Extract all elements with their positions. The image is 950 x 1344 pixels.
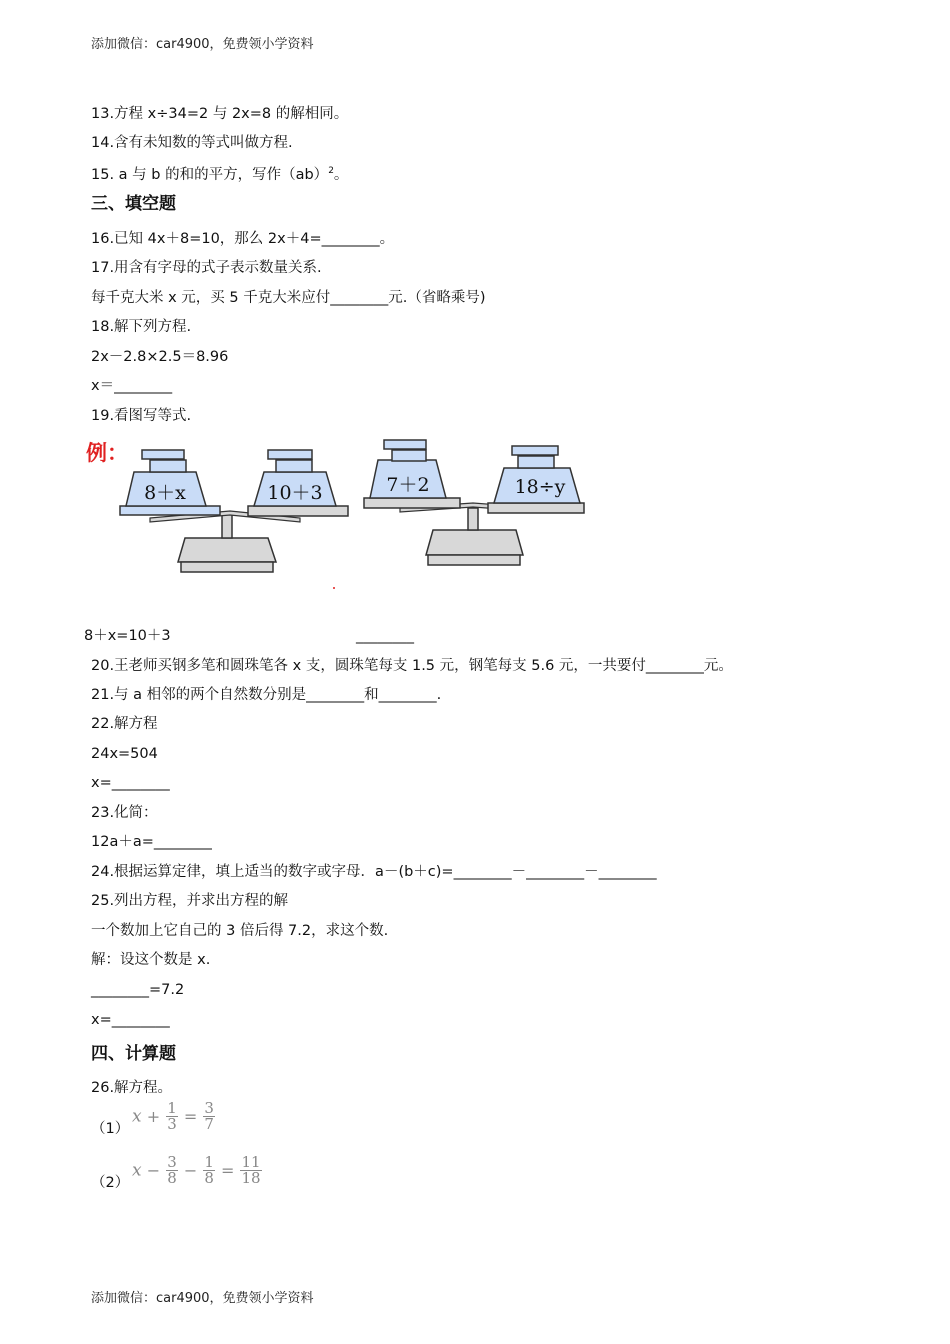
question-25-solution: 解：设这个数是 x. (91, 952, 211, 968)
question-17-text: 每千克大米 x 元，买 5 千克大米应付________元.（省略乘号) (91, 290, 486, 306)
eq1-operator: + (146, 1107, 161, 1126)
eq1-variable: x (132, 1106, 142, 1127)
q15-end: 。 (333, 166, 349, 183)
section-3-title: 三、填空题 (91, 194, 176, 214)
page-footer: 添加微信：car4900，免费领小学资料 (91, 1291, 314, 1306)
right-balance-scale (364, 440, 584, 565)
q26-part1-label: （1） (91, 1121, 130, 1137)
q26-part2-label: （2） (91, 1175, 130, 1191)
question-19: 19.看图写等式. (91, 408, 192, 424)
example-mark: 例： (86, 440, 128, 465)
question-26: 26.解方程。 (91, 1080, 173, 1096)
question-23-expression: 12a＋a=________ (91, 834, 212, 850)
question-25: 25.列出方程，并求出方程的解 (91, 893, 289, 909)
question-16: 16.已知 4x＋8=10，那么 2x＋4=________。 (91, 231, 395, 247)
question-25-equation: ________=7.2 (91, 982, 185, 998)
left-balance-scale (120, 450, 348, 572)
q26-equation-1 (132, 1101, 216, 1132)
question-25-answer: x=________ (91, 1012, 170, 1028)
eq2-fraction-1: $\frac{3}{8}$ (167, 1153, 177, 1187)
eq2-variable: x (132, 1160, 142, 1181)
question-13: 13.方程 x÷34=2 与 2x=8 的解相同。 (91, 106, 349, 122)
eq2-operator-2: − (183, 1161, 198, 1180)
q15-text: 15. a 与 b 的和的平方，写作（ab） (91, 166, 329, 183)
eq1-fraction-2: $\frac{3}{7}$ (204, 1099, 214, 1133)
right-scale-right-pan-label: 18÷y (514, 476, 566, 498)
balance-scales-figure (0, 410, 950, 595)
eq1-equals: = (183, 1107, 198, 1126)
question-14: 14.含有未知数的等式叫做方程. (91, 135, 293, 151)
question-19-blank: ________ (356, 628, 414, 644)
question-18: 18.解下列方程. (91, 319, 192, 335)
example-answer: 8＋x=10＋3 (84, 628, 171, 644)
eq1-fraction-1: $\frac{1}{3}$ (167, 1099, 177, 1133)
question-21: 21.与 a 相邻的两个自然数分别是________和________. (91, 687, 442, 703)
q15-superscript: 2 (328, 166, 334, 176)
eq2-operator-1: − (146, 1161, 161, 1180)
question-20: 20.王老师买钢多笔和圆珠笔各 x 支，圆珠笔每支 1.5 元，钢笔每支 5.6 元，一共要付________元。 (91, 658, 733, 674)
q26-equation-2 (132, 1155, 263, 1186)
question-22: 22.解方程 (91, 716, 158, 732)
page-header: 添加微信：car4900，免费领小学资料 (91, 37, 314, 52)
right-scale-left-pan-label: 7＋2 (386, 474, 430, 496)
question-25-text: 一个数加上它自己的 3 倍后得 7.2，求这个数. (91, 923, 389, 939)
left-scale-left-pan-label: 8＋x (144, 482, 186, 504)
question-18-equation: 2x－2.8×2.5＝8.96 (91, 349, 229, 365)
question-23: 23.化简： (91, 805, 158, 821)
eq2-fraction-2: $\frac{1}{8}$ (204, 1153, 214, 1187)
left-scale-right-pan-label: 10＋3 (267, 482, 323, 504)
section-4-title: 四、计算题 (91, 1044, 176, 1064)
question-17: 17.用含有字母的式子表示数量关系. (91, 260, 322, 276)
eq2-fraction-3: $\frac{11}{18}$ (241, 1153, 261, 1187)
question-22-answer: x=________ (91, 775, 170, 791)
question-24: 24.根据运算定律，填上适当的数字或字母．a－(b＋c)=________－________－________ (91, 864, 657, 880)
eq2-equals: = (220, 1161, 235, 1180)
question-15 (91, 161, 348, 185)
stray-dot (333, 587, 335, 589)
question-18-answer: x＝________ (91, 378, 173, 394)
question-22-equation: 24x=504 (91, 746, 158, 762)
